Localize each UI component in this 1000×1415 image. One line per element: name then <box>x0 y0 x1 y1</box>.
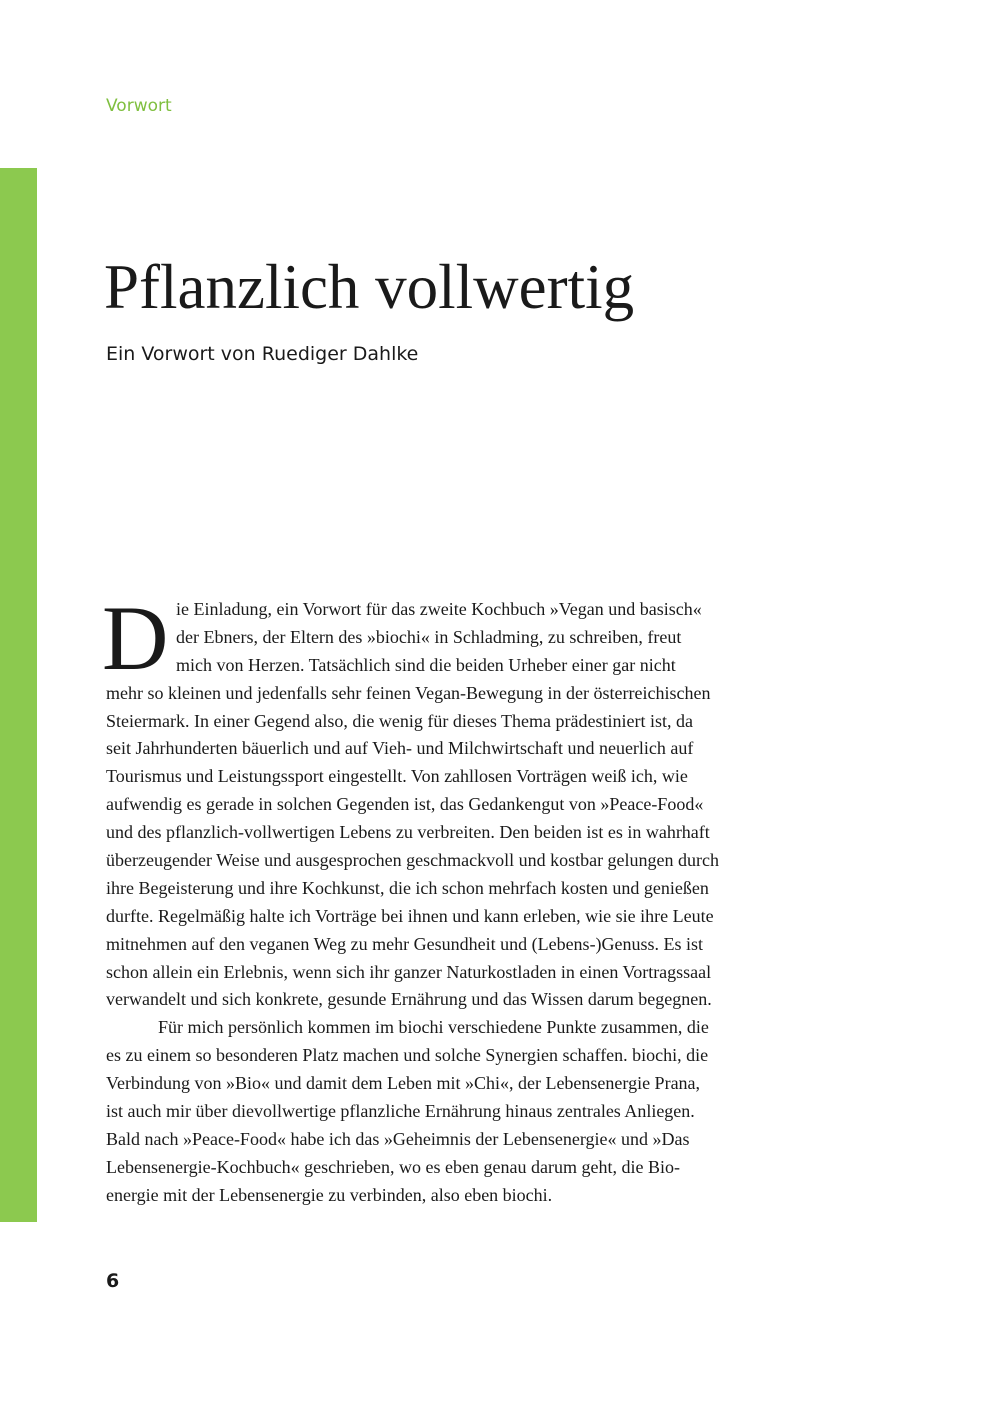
text-line: energie mit der Lebensenergie zu verbinden, also eben biochi. <box>106 1184 553 1205</box>
text-line: ie Einladung, ein Vorwort für das zweite Kochbuch »Vegan und basisch« <box>176 599 702 619</box>
text-line: mehr so kleinen und jedenfalls sehr feinen Vegan-Bewegung in der österreichischen <box>106 682 711 703</box>
page-title: Pflanzlich vollwertig <box>104 252 635 322</box>
page-subtitle: Ein Vorwort von Ruediger Dahlke <box>106 343 419 365</box>
text-line: Für mich persönlich kommen im biochi verschiedene Punkte zusammen, die <box>158 1017 709 1038</box>
text-line: Bald nach »Peace-Food« habe ich das »Geheimnis der Lebensenergie« und »Das <box>106 1128 690 1149</box>
drop-cap: D <box>102 587 169 689</box>
section-label: Vorwort <box>106 96 172 116</box>
text-line: überzeugender Weise und ausgesprochen geschmackvoll und kostbar gelungen durch <box>106 850 720 871</box>
text-line: es zu einem so besonderen Platz machen und solche Synergien schaffen. biochi, die <box>106 1045 709 1066</box>
text-line: Verbindung von »Bio« und damit dem Leben mit »Chi«, der Lebensenergie Prana, <box>106 1073 701 1094</box>
text-line: Steiermark. In einer Gegend also, die wenig für dieses Thema prädestiniert ist, da <box>106 710 693 731</box>
paragraph-1 <box>106 596 786 1014</box>
text-line: der Ebners, der Eltern des »biochi« in Schladming, zu schreiben, freut <box>176 626 682 647</box>
text-line: durfte. Regelmäßig halte ich Vorträge bei ihnen und kann erleben, wie sie ihre Leute <box>106 905 714 926</box>
text-line: schon allein ein Erlebnis, wenn sich ihr ganzer Naturkostladen in einen Vortragssaal <box>106 961 712 982</box>
body-text <box>102 587 786 1210</box>
text-line: verwandelt und sich konkrete, gesunde Ernährung und das Wissen darum begegnen. <box>106 989 712 1010</box>
text-line: und des pflanzlich-vollwertigen Lebens zu verbreiten. Den beiden ist es in wahrhaft <box>106 822 710 843</box>
text-line: Lebensenergie-Kochbuch« geschrieben, wo es eben genau darum geht, die Bio- <box>106 1156 680 1177</box>
text-line: mich von Herzen. Tatsächlich sind die beiden Urheber einer gar nicht <box>176 654 676 675</box>
text-line: mitnehmen auf den veganen Weg zu mehr Gesundheit und (Lebens-)Genuss. Es ist <box>106 933 704 954</box>
text-line: Tourismus und Leistungssport eingestellt. Von zahllosen Vorträgen weiß ich, wie <box>106 766 688 787</box>
text-line: ihre Begeisterung und ihre Kochkunst, die ich schon mehrfach kosten und genießen <box>106 877 709 898</box>
text-line: ist auch mir über dievollwertige pflanzliche Ernährung hinaus zentrales Anliegen. <box>106 1101 695 1122</box>
text-line: seit Jahrhunderten bäuerlich und auf Vieh- und Milchwirtschaft und neuerlich auf <box>106 738 694 759</box>
accent-side-bar <box>0 168 37 1222</box>
text-line: aufwendig es gerade in solchen Gegenden ist, das Gedankengut von »Peace-Food« <box>106 794 704 815</box>
page-number: 6 <box>106 1270 120 1292</box>
paragraph-2 <box>106 1014 786 1209</box>
